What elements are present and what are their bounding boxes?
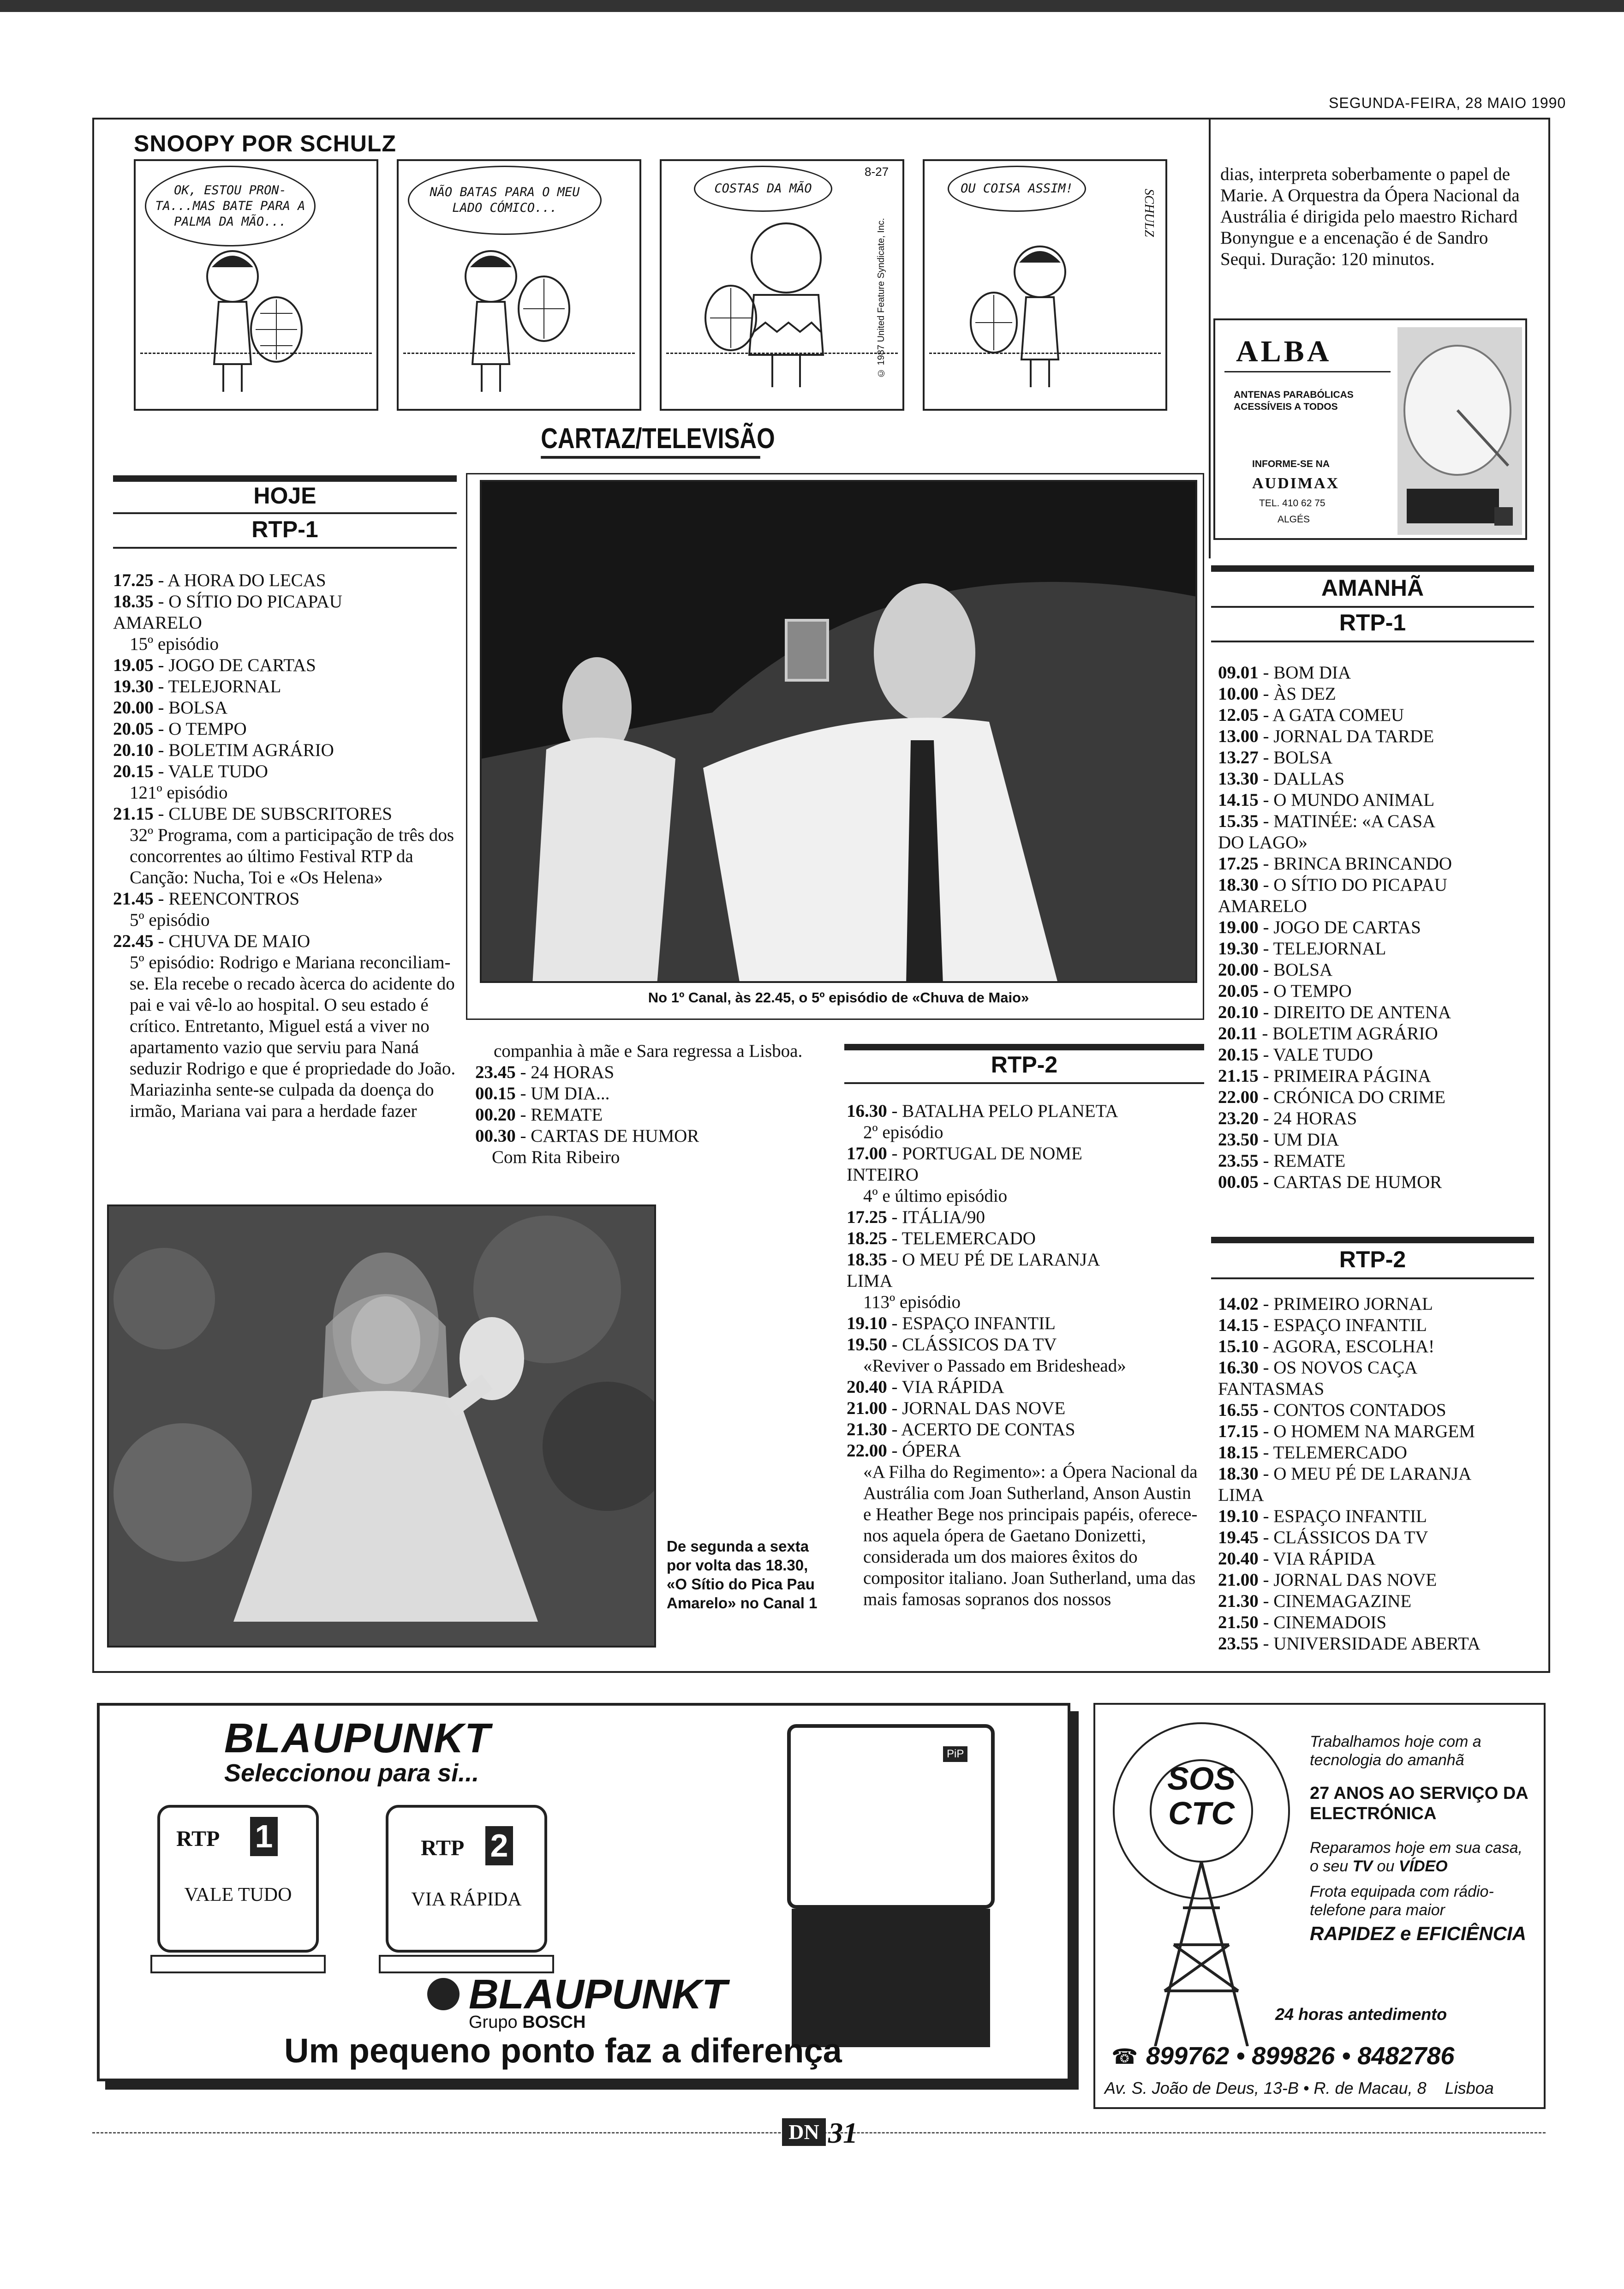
tv1-channel: RTP (176, 1827, 220, 1851)
sos-line2: 27 ANOS AO SERVIÇO DA ELECTRÓNICA (1310, 1784, 1528, 1823)
rtp2-today-listing: 16.30 - BATALHA PELO PLANETA 2º episódio 17.00 - PORTUGAL DE NOME INTEIRO 4º e último episódio 17.25 - ITÁLIA/90 18.25 - TELEMERCADO 18.35 - O MEU PÉ DE LARANJA LIMA 113º episódio 19.10 - ESPAÇO INFANTIL 19.50 - CLÁSSICOS DA TV «Reviver o Passado em Brideshead» 20.40 - VIA RÁPIDA 21.00 - JORNAL DAS NOVE 21.30 - ACERTO DE CONTAS 22.00 - ÓPERA «A Filha do Regimento»: a Ópera Nacional da Austrália com Joan Sutherland, Anson Austin e Heather Bege nos principais papéis, oferece-nos aquela ópera de Gaetano Donizetti, considerada um dos maiores êxitos do compositor italiano. Joan Sutherland, uma das mais famosas sopranos dos nossos (847, 1101, 1198, 1609)
alba-tel: TEL. 410 62 75 (1259, 498, 1325, 509)
amanha-rtp2-listing: 14.02 - PRIMEIRO JORNAL 14.15 - ESPAÇO INFANTIL 15.10 - AGORA, ESCOLHA! 16.30 - OS NOVOS CAÇA FANTASMAS 16.55 - CONTOS CONTADOS 17.15 - O HOMEM NA MARGEM 18.15 - TELEMERCADO 18.30 - O MEU PÉ DE LARANJA LIMA 19.10 - ESPAÇO INFANTIL 19.45 - CLÁSSICOS DA TV 20.40 - VIA RÁPIDA 21.00 - JORNAL DAS NOVE 21.30 - CINEMAGAZINE 21.50 - CINEMADOIS 23.55 - UNIVERSIDADE ABERTA (1218, 1294, 1481, 1654)
comic-panel-4 (923, 159, 1167, 411)
lucy-figure-icon (966, 226, 1118, 406)
tv2-show: VIA RÁPIDA (411, 1889, 522, 1910)
alba-store: AUDIMAX (1252, 475, 1340, 492)
lucy-figure-icon (445, 240, 597, 406)
telephone-icon: ☎ (1111, 2044, 1138, 2068)
rtp2-number-icon: 2 (485, 1826, 513, 1865)
comic-ground (403, 353, 635, 355)
blaupunkt-brand-2: BLAUPUNKT (469, 1971, 727, 2018)
rtp2-bottom-rule (844, 1082, 1204, 1084)
sos-line1: Trabalhamos hoje com a tecnologia do amanhã (1310, 1733, 1481, 1769)
alba-line1: ANTENAS PARABÓLICAS (1234, 389, 1354, 400)
hoje-rtp1-listing: 17.25 - A HORA DO LECAS 18.35 - O SÍTIO DO PICAPAU AMARELO 15º episódio 19.05 - JOGO DE CARTAS 19.30 - TELEJORNAL 20.00 - BOLSA 20.05 - O TEMPO 20.10 - BOLETIM AGRÁRIO 20.15 - VALE TUDO 121º episódio 21.15 - CLUBE DE SUBSCRITORES 32º Programa, com a participação de três dos concorrentes ao último Festival RTP da Canção: Nucha, Toi e «Os Helena» 21.45 - REENCONTROS 5º episódio 22.45 - CHUVA DE MAIO 5º episódio: Rodrigo e Mariana reconciliam-se. Ela recebe o recado àcerca do acidente do pai e vai vê-lo ao hospital. O seu estado é crítico. Entretanto, Miguel está a viver no apartamento vazio que serviu para Naná seduzir Rodrigo e que é propriedade do João. Mariazinha sente-se culpada da doença do irmão, Mariana vai para a herdade fazer (113, 570, 456, 1121)
blaupunkt-dot-icon (427, 1978, 460, 2010)
rtp2-top-rule (844, 1044, 1204, 1050)
comic-copyright: © 1987 United Feature Syndicate, Inc. (876, 218, 886, 378)
amanha-rtp2-bottom-rule (1211, 1277, 1534, 1279)
hoje-continuation: companhia à mãe e Sara regressa a Lisboa. 23.45 - 24 HORAS 00.15 - UM DIA... 00.20 - REMATE 00.30 - CARTAS DE HUMOR Com Rita Ribeiro (475, 1041, 803, 1167)
dn-logo-icon: DN (782, 2118, 826, 2146)
sos-ctc-ad (1093, 1703, 1546, 2109)
tv1-show: VALE TUDO (184, 1884, 292, 1906)
blaupunkt-slogan: Um pequeno ponto faz a diferença (284, 2031, 842, 2070)
blaupunkt-group: Grupo BOSCH (469, 2013, 586, 2032)
hoje-channel: RTP-1 (251, 516, 318, 542)
photo-chuva-de-maio (480, 480, 1197, 983)
alba-info: INFORME-SE NA (1252, 459, 1330, 469)
photo2-caption: De segunda a sexta por volta das 18.30, «O Sítio do Pica Pau Amarelo» no Canal 1 (667, 1538, 818, 1612)
sos-line3: Reparamos hoje em sua casa, o seu TV ou VÍDEO (1310, 1839, 1523, 1875)
photo1-caption: No 1º Canal, às 22.45, o 5º episódio de «Chuva de Maio» (648, 989, 1029, 1006)
sos-line4: Frota equipada com rádio-telefone para maior (1310, 1883, 1494, 1919)
satellite-dish-icon (1397, 327, 1522, 535)
comic-title: SNOOPY POR SCHULZ (134, 131, 396, 156)
alba-ad (1213, 318, 1527, 540)
comic-signature: SCHULZ (1142, 189, 1156, 237)
sos-line6: 24 horas antedimento (1275, 2005, 1447, 2024)
tv1-base (150, 1955, 326, 1973)
sos-phones: 899762 • 899826 • 8482786 (1146, 2042, 1455, 2070)
tv-cabinet (792, 1909, 990, 2047)
comic-panel-1 (134, 159, 378, 411)
lucy-figure-icon (186, 244, 325, 406)
amanha-rtp1-listing: 09.01 - BOM DIA 10.00 - ÀS DEZ 12.05 - A GATA COMEU 13.00 - JORNAL DA TARDE 13.27 - BOLSA 13.30 - DALLAS 14.15 - O MUNDO ANIMAL 15.35 - MATINÉE: «A CASA DO LAGO» 17.25 - BRINCA BRINCANDO 18.30 - O SÍTIO DO PICAPAU AMARELO 19.00 - JOGO DE CARTAS 19.30 - TELEJORNAL 20.00 - BOLSA 20.05 - O TEMPO 20.10 - DIREITO DE ANTENA 20.11 - BOLETIM AGRÁRIO 20.15 - VALE TUDO 21.15 - PRIMEIRA PÁGINA 22.00 - CRÓNICA DO CRIME 23.20 - 24 HORAS 23.50 - UM DIA 23.55 - REMATE 00.05 - CARTAS DE HUMOR (1218, 663, 1452, 1192)
amanha-top-rule (1211, 565, 1534, 572)
blaupunkt-brand: BLAUPUNKT (224, 1715, 491, 1762)
tv-set-large (787, 1724, 995, 1909)
amanha-rtp2-top-rule (1211, 1237, 1534, 1243)
amanha-heading: AMANHÃ (1321, 575, 1424, 601)
amanha-rtp1-channel: RTP-1 (1339, 610, 1406, 635)
tv-rtp2 (386, 1805, 547, 1953)
section-title: CARTAZ/TELEVISÃO (541, 422, 760, 459)
page-date: SEGUNDA-FEIRA, 28 MAIO 1990 (1329, 95, 1566, 111)
hoje-heading: HOJE (253, 483, 316, 509)
comic-panel-3 (660, 159, 904, 411)
sos-logo-text: SOS (1167, 1761, 1236, 1797)
blaupunkt-ad (97, 1703, 1070, 2081)
blaupunkt-tagline: Seleccionou para si... (224, 1759, 479, 1787)
tv2-channel: RTP (421, 1836, 465, 1860)
amanha-rtp2-channel: RTP-2 (1339, 1246, 1406, 1272)
amanha-mid-rule (1211, 606, 1534, 608)
alba-line2: ACESSÍVEIS A TODOS (1234, 401, 1338, 412)
tv-rtp1 (157, 1805, 319, 1953)
alba-rule (1224, 371, 1391, 372)
comic-ground (929, 353, 1161, 355)
comic-panel-2 (397, 159, 641, 411)
photo-sitio-picapau (107, 1204, 656, 1648)
right-column-divider (1209, 118, 1211, 558)
hoje-top-rule (113, 475, 457, 482)
hoje-bottom-rule (113, 547, 457, 549)
rtp1-number-icon: 1 (250, 1817, 278, 1856)
comic-ground (666, 353, 898, 355)
photo-actors-image (482, 482, 1197, 983)
rtp2-today-channel: RTP-2 (991, 1052, 1058, 1078)
comic-ground (140, 353, 372, 355)
sos-line5: RAPIDEZ e EFICIÊNCIA (1310, 1923, 1527, 1944)
scan-edge-top (0, 0, 1624, 12)
amanha-bottom-rule (1211, 641, 1534, 642)
ctc-logo-text: CTC (1168, 1795, 1235, 1831)
sos-address: Av. S. João de Deus, 13-B • R. de Macau, 8 Lisboa (1105, 2079, 1494, 2097)
hoje-mid-rule (113, 512, 457, 514)
charlie-brown-figure-icon (703, 212, 855, 406)
speech-bubble: COSTAS DA MÃO (694, 166, 832, 212)
photo-emilia-image (109, 1206, 656, 1648)
pip-badge: PiP (943, 1746, 967, 1762)
alba-brand: ALBA (1236, 335, 1332, 368)
opera-continuation: dias, interpreta soberbamente o papel de Marie. A Orquestra da Ópera Nacional da Austrália é dirigida pelo maestro Richard Bonyngue e a encenação é de Sandro Sequi. Duração: 120 minutos. (1220, 164, 1520, 269)
alba-place: ALGÉS (1278, 514, 1310, 525)
tv2-base (379, 1955, 554, 1973)
comic-date: 8-27 (865, 165, 889, 179)
speech-bubble: OU COISA ASSIM! (948, 166, 1086, 212)
speech-bubble: NÃO BATAS PARA O MEU LADO CÓMICO... (408, 166, 602, 235)
speech-bubble: OK, ESTOU PRON-TA...MAS BATE PARA A PALMA DA MÃO... (145, 166, 316, 246)
page-number: 31 (828, 2116, 858, 2149)
